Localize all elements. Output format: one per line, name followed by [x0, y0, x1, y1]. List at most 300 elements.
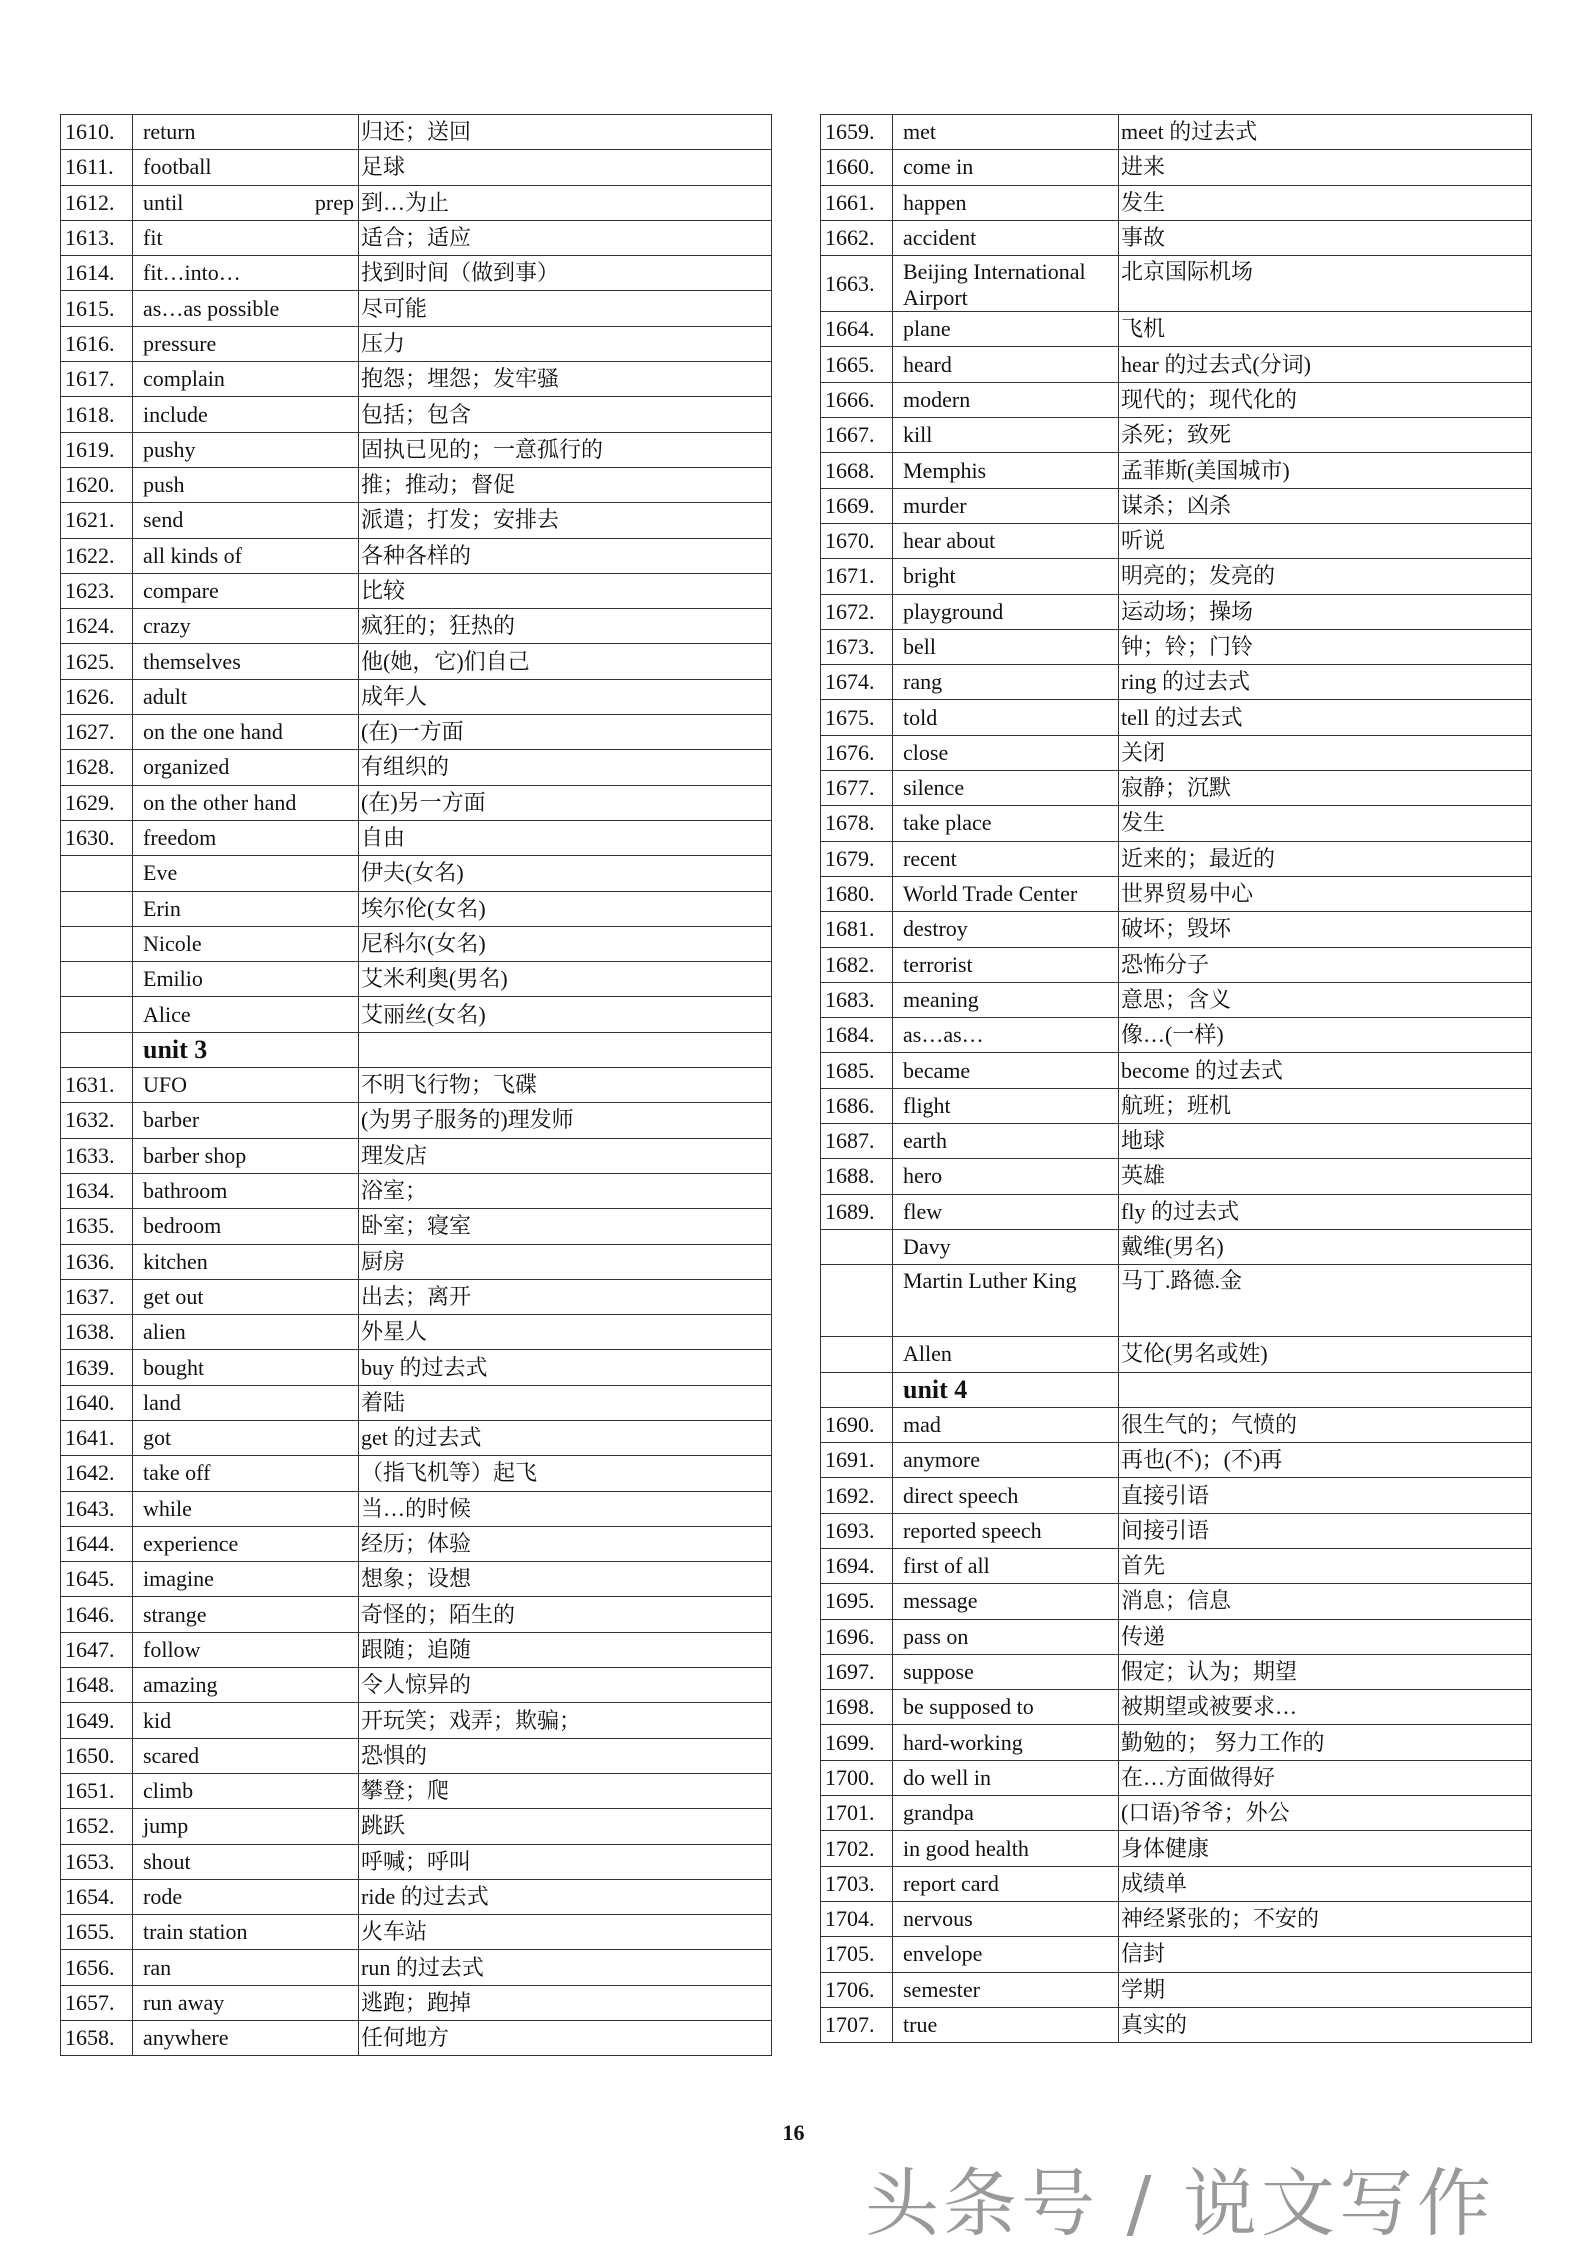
entry-number: 1651. [61, 1773, 133, 1808]
vocab-row [61, 1526, 772, 1561]
entry-number: 1707. [821, 2007, 893, 2042]
vocab-row [61, 256, 772, 291]
chinese-meaning: hear 的过去式(分词) [1119, 347, 1532, 382]
chinese-meaning: 神经紧张的；不安的 [1119, 1901, 1532, 1936]
entry-number [821, 1265, 893, 1337]
english-word: crazy [133, 609, 359, 644]
entry-number [61, 962, 133, 997]
entry-number: 1693. [821, 1513, 893, 1548]
chinese-meaning: 真实的 [1119, 2007, 1532, 2042]
vocab-row [821, 629, 1532, 664]
entry-number: 1644. [61, 1526, 133, 1561]
vocab-row [61, 220, 772, 255]
chinese-meaning: 发生 [1119, 806, 1532, 841]
vocab-row [821, 1937, 1532, 1972]
entry-number [61, 997, 133, 1032]
english-word: bright [893, 559, 1119, 594]
chinese-meaning: 恐怖分子 [1119, 947, 1532, 982]
chinese-meaning: meet 的过去式 [1119, 115, 1532, 150]
chinese-meaning: 事故 [1119, 220, 1532, 255]
chinese-meaning: 抱怨；埋怨；发牢骚 [359, 362, 772, 397]
english-word-cell [133, 185, 359, 220]
vocab-row [61, 856, 772, 891]
english-word: come in [893, 150, 1119, 185]
entry-number: 1681. [821, 912, 893, 947]
vocab-row [821, 256, 1532, 312]
vocab-row [821, 947, 1532, 982]
chinese-meaning: 像…(一样) [1119, 1018, 1532, 1053]
chinese-meaning: 推；推动；督促 [359, 467, 772, 502]
chinese-meaning: tell 的过去式 [1119, 700, 1532, 735]
chinese-meaning: 当…的时候 [359, 1491, 772, 1526]
entry-number: 1678. [821, 806, 893, 841]
vocab-row [821, 1337, 1532, 1372]
english-word: got [133, 1420, 359, 1455]
entry-number: 1665. [821, 347, 893, 382]
entry-number: 1650. [61, 1738, 133, 1773]
chinese-meaning: 呼喊；呼叫 [359, 1844, 772, 1879]
english-word: accident [893, 220, 1119, 255]
entry-number: 1640. [61, 1385, 133, 1420]
chinese-meaning: 世界贸易中心 [1119, 876, 1532, 911]
vocab-table-left [60, 114, 772, 2056]
vocab-row [61, 1668, 772, 1703]
chinese-meaning: 自由 [359, 820, 772, 855]
entry-number [61, 926, 133, 961]
chinese-meaning: (口语)爷爷；外公 [1119, 1796, 1532, 1831]
vocab-row [821, 1407, 1532, 1442]
entry-number: 1659. [821, 115, 893, 150]
vocab-row [61, 1879, 772, 1914]
english-word: include [133, 397, 359, 432]
chinese-meaning: 杀死；致死 [1119, 418, 1532, 453]
chinese-meaning: 卧室；寝室 [359, 1209, 772, 1244]
chinese-meaning: 压力 [359, 326, 772, 361]
unit-heading-row [61, 1032, 772, 1067]
vocab-row [821, 1831, 1532, 1866]
entry-number: 1692. [821, 1478, 893, 1513]
english-word: ran [133, 1950, 359, 1985]
entry-number: 1655. [61, 1915, 133, 1950]
chinese-meaning: 运动场；操场 [1119, 594, 1532, 629]
entry-number: 1696. [821, 1619, 893, 1654]
entry-number: 1683. [821, 982, 893, 1017]
chinese-meaning: 戴维(男名) [1119, 1229, 1532, 1264]
english-word: climb [133, 1773, 359, 1808]
entry-number: 1695. [821, 1584, 893, 1619]
chinese-meaning: 勤勉的； 努力工作的 [1119, 1725, 1532, 1760]
entry-number: 1643. [61, 1491, 133, 1526]
chinese-meaning: 近来的；最近的 [1119, 841, 1532, 876]
english-word: destroy [893, 912, 1119, 947]
entry-number: 1672. [821, 594, 893, 629]
vocab-row [61, 1703, 772, 1738]
english-word: push [133, 467, 359, 502]
entry-number: 1621. [61, 503, 133, 538]
entry-number: 1685. [821, 1053, 893, 1088]
chinese-meaning: 明亮的；发亮的 [1119, 559, 1532, 594]
chinese-meaning: 在…方面做得好 [1119, 1760, 1532, 1795]
vocab-row [821, 523, 1532, 558]
chinese-meaning: 首先 [1119, 1548, 1532, 1583]
vocab-row [61, 503, 772, 538]
entry-number: 1702. [821, 1831, 893, 1866]
vocab-row [61, 1915, 772, 1950]
entry-number: 1652. [61, 1809, 133, 1844]
vocab-row [821, 1478, 1532, 1513]
chinese-meaning: 现代的；现代化的 [1119, 382, 1532, 417]
entry-number: 1706. [821, 1972, 893, 2007]
vocab-row [61, 1350, 772, 1385]
chinese-meaning: 意思；含义 [1119, 982, 1532, 1017]
english-word: take place [893, 806, 1119, 841]
entry-number: 1618. [61, 397, 133, 432]
english-word: World Trade Center [893, 876, 1119, 911]
entry-number: 1671. [821, 559, 893, 594]
english-word: all kinds of [133, 538, 359, 573]
vocab-row [61, 1844, 772, 1879]
vocab-row [61, 362, 772, 397]
english-word: while [133, 1491, 359, 1526]
vocab-row [821, 347, 1532, 382]
chinese-meaning: 尼科尔(女名) [359, 926, 772, 961]
chinese-meaning: 外星人 [359, 1315, 772, 1350]
vocab-row [61, 1068, 772, 1103]
english-word: Allen [893, 1337, 1119, 1372]
chinese-meaning: 直接引语 [1119, 1478, 1532, 1513]
watermark: 头条号 / 说文写作 [865, 2161, 1495, 2247]
entry-number: 1694. [821, 1548, 893, 1583]
entry-number [61, 1032, 133, 1067]
english-word: on the other hand [133, 785, 359, 820]
unit-heading-row [821, 1372, 1532, 1407]
entry-number: 1637. [61, 1279, 133, 1314]
vocab-row [821, 1619, 1532, 1654]
vocab-row [821, 1796, 1532, 1831]
entry-number: 1705. [821, 1937, 893, 1972]
chinese-meaning: 发生 [1119, 185, 1532, 220]
chinese-meaning: 信封 [1119, 1937, 1532, 1972]
entry-number: 1689. [821, 1194, 893, 1229]
entry-number: 1641. [61, 1420, 133, 1455]
vocab-row [61, 1809, 772, 1844]
english-word: bought [133, 1350, 359, 1385]
chinese-meaning: 疯狂的；狂热的 [359, 609, 772, 644]
english-word: on the one hand [133, 715, 359, 750]
entry-number [61, 891, 133, 926]
english-word: playground [893, 594, 1119, 629]
chinese-meaning: 伊夫(女名) [359, 856, 772, 891]
english-word: follow [133, 1632, 359, 1667]
entry-number: 1701. [821, 1796, 893, 1831]
vocab-row [61, 1138, 772, 1173]
entry-number: 1704. [821, 1901, 893, 1936]
english-word: envelope [893, 1937, 1119, 1972]
entry-number: 1691. [821, 1443, 893, 1478]
entry-number: 1633. [61, 1138, 133, 1173]
chinese-meaning: 传递 [1119, 1619, 1532, 1654]
vocab-row [61, 891, 772, 926]
entry-number: 1687. [821, 1124, 893, 1159]
chinese-meaning: ride 的过去式 [359, 1879, 772, 1914]
chinese-meaning: （指飞机等）起飞 [359, 1456, 772, 1491]
entry-number: 1631. [61, 1068, 133, 1103]
vocab-row [821, 1443, 1532, 1478]
english-word: nervous [893, 1901, 1119, 1936]
chinese-meaning: 厨房 [359, 1244, 772, 1279]
english-word: rode [133, 1879, 359, 1914]
entry-number: 1611. [61, 150, 133, 185]
chinese-meaning: 恐惧的 [359, 1738, 772, 1773]
chinese-meaning: 被期望或被要求… [1119, 1690, 1532, 1725]
english-word: grandpa [893, 1796, 1119, 1831]
english-word: report card [893, 1866, 1119, 1901]
vocab-row [821, 1229, 1532, 1264]
entry-number: 1670. [821, 523, 893, 558]
vocab-row [61, 1985, 772, 2020]
vocab-row [821, 1866, 1532, 1901]
vocab-row [821, 185, 1532, 220]
entry-number: 1628. [61, 750, 133, 785]
chinese-meaning: get 的过去式 [359, 1420, 772, 1455]
entry-number: 1634. [61, 1173, 133, 1208]
chinese-meaning: 出去；离开 [359, 1279, 772, 1314]
entry-number: 1656. [61, 1950, 133, 1985]
english-word: experience [133, 1526, 359, 1561]
english-word: rang [893, 665, 1119, 700]
english-word: get out [133, 1279, 359, 1314]
entry-number: 1658. [61, 2021, 133, 2056]
vocab-row [821, 735, 1532, 770]
english-word: first of all [893, 1548, 1119, 1583]
entry-number: 1654. [61, 1879, 133, 1914]
english-word: silence [893, 771, 1119, 806]
vocab-row [61, 820, 772, 855]
vocab-row [61, 397, 772, 432]
entry-number: 1642. [61, 1456, 133, 1491]
entry-number: 1697. [821, 1654, 893, 1689]
english-word: strange [133, 1597, 359, 1632]
english-word: amazing [133, 1668, 359, 1703]
entry-number: 1624. [61, 609, 133, 644]
vocab-row [821, 594, 1532, 629]
english-word: hear about [893, 523, 1119, 558]
entry-number: 1690. [821, 1407, 893, 1442]
entry-number: 1677. [821, 771, 893, 806]
english-word: Nicole [133, 926, 359, 961]
chinese-meaning: 身体健康 [1119, 1831, 1532, 1866]
chinese-meaning: 埃尔伦(女名) [359, 891, 772, 926]
chinese-meaning: 火车站 [359, 1915, 772, 1950]
entry-number: 1666. [821, 382, 893, 417]
chinese-meaning: (在)一方面 [359, 715, 772, 750]
english-word: terrorist [893, 947, 1119, 982]
vocab-row [61, 115, 772, 150]
english-word: murder [893, 488, 1119, 523]
english-word: until [143, 189, 184, 215]
vocab-row [821, 1901, 1532, 1936]
english-word: pass on [893, 1619, 1119, 1654]
vocab-row [61, 573, 772, 608]
chinese-meaning: 假定；认为；期望 [1119, 1654, 1532, 1689]
vocab-row [61, 1420, 772, 1455]
entry-number: 1699. [821, 1725, 893, 1760]
entry-number: 1657. [61, 1985, 133, 2020]
vocab-table-right [820, 114, 1532, 2043]
english-word: complain [133, 362, 359, 397]
english-word: themselves [133, 644, 359, 679]
chinese-meaning: 进来 [1119, 150, 1532, 185]
entry-number: 1625. [61, 644, 133, 679]
english-word: football [133, 150, 359, 185]
entry-number: 1664. [821, 312, 893, 347]
english-word: semester [893, 1972, 1119, 2007]
vocab-row [821, 418, 1532, 453]
english-word: meaning [893, 982, 1119, 1017]
vocab-row [821, 912, 1532, 947]
english-word: hard-working [893, 1725, 1119, 1760]
entry-number: 1649. [61, 1703, 133, 1738]
chinese-meaning: 不明飞行物；飞碟 [359, 1068, 772, 1103]
chinese-meaning: 孟菲斯(美国城市) [1119, 453, 1532, 488]
entry-number: 1675. [821, 700, 893, 735]
chinese-meaning: buy 的过去式 [359, 1350, 772, 1385]
entry-number: 1616. [61, 326, 133, 361]
english-word: send [133, 503, 359, 538]
entry-number: 1648. [61, 1668, 133, 1703]
vocab-row [821, 700, 1532, 735]
chinese-meaning: 谋杀；凶杀 [1119, 488, 1532, 523]
chinese-meaning: run 的过去式 [359, 1950, 772, 1985]
vocab-row [821, 488, 1532, 523]
english-word: kill [893, 418, 1119, 453]
chinese-meaning: 英雄 [1119, 1159, 1532, 1194]
entry-number: 1686. [821, 1088, 893, 1123]
english-word: do well in [893, 1760, 1119, 1795]
chinese-meaning: 听说 [1119, 523, 1532, 558]
chinese-meaning: 攀登；爬 [359, 1773, 772, 1808]
part-of-speech: prep [314, 189, 354, 215]
entry-number: 1620. [61, 467, 133, 502]
entry-number: 1635. [61, 1209, 133, 1244]
chinese-meaning: (在)另一方面 [359, 785, 772, 820]
chinese-meaning: 地球 [1119, 1124, 1532, 1159]
chinese-meaning: 逃跑；跑掉 [359, 1985, 772, 2020]
english-word: in good health [893, 1831, 1119, 1866]
chinese-meaning: 他(她，它)们自己 [359, 644, 772, 679]
vocab-row [821, 806, 1532, 841]
english-word: Beijing International Airport [893, 256, 1119, 312]
english-word: Davy [893, 1229, 1119, 1264]
english-word: hero [893, 1159, 1119, 1194]
chinese-meaning: 钟；铃；门铃 [1119, 629, 1532, 664]
vocab-row [821, 1760, 1532, 1795]
english-word: organized [133, 750, 359, 785]
entry-number: 1668. [821, 453, 893, 488]
chinese-meaning: 很生气的；气愤的 [1119, 1407, 1532, 1442]
chinese-meaning: 艾丽丝(女名) [359, 997, 772, 1032]
vocab-row [821, 1513, 1532, 1548]
entry-number: 1698. [821, 1690, 893, 1725]
chinese-meaning: 消息；信息 [1119, 1584, 1532, 1619]
vocab-row [61, 1562, 772, 1597]
vocab-row [821, 1654, 1532, 1689]
entry-number [821, 1229, 893, 1264]
chinese-meaning: 成绩单 [1119, 1866, 1532, 1901]
english-word: Erin [133, 891, 359, 926]
english-word: message [893, 1584, 1119, 1619]
english-word: UFO [133, 1068, 359, 1103]
chinese-meaning: 派遣；打发；安排去 [359, 503, 772, 538]
english-word: fit [133, 220, 359, 255]
entry-number: 1667. [821, 418, 893, 453]
chinese-meaning: become 的过去式 [1119, 1053, 1532, 1088]
vocab-row [61, 1950, 772, 1985]
chinese-meaning: ring 的过去式 [1119, 665, 1532, 700]
vocab-row [821, 1265, 1532, 1337]
entry-number: 1629. [61, 785, 133, 820]
entry-number: 1676. [821, 735, 893, 770]
entry-number: 1626. [61, 679, 133, 714]
english-word: anywhere [133, 2021, 359, 2056]
vocab-row [61, 644, 772, 679]
vocab-row [821, 150, 1532, 185]
english-word: plane [893, 312, 1119, 347]
chinese-meaning: 北京国际机场 [1119, 256, 1532, 312]
chinese-meaning: 跳跃 [359, 1809, 772, 1844]
english-word: Alice [133, 997, 359, 1032]
chinese-meaning: 马丁.路德.金 [1119, 1265, 1532, 1337]
entry-number: 1630. [61, 820, 133, 855]
english-word: compare [133, 573, 359, 608]
english-word: Martin Luther King [893, 1265, 1119, 1337]
vocab-row [61, 150, 772, 185]
english-word: pushy [133, 432, 359, 467]
vocab-row [61, 609, 772, 644]
english-word: take off [133, 1456, 359, 1491]
entry-number [821, 1372, 893, 1407]
english-word: imagine [133, 1562, 359, 1597]
entry-number: 1638. [61, 1315, 133, 1350]
chinese-meaning: 航班；班机 [1119, 1088, 1532, 1123]
entry-number: 1662. [821, 220, 893, 255]
vocab-row [61, 1597, 772, 1632]
english-word: shout [133, 1844, 359, 1879]
chinese-meaning: 找到时间（做到事） [359, 256, 772, 291]
chinese-meaning: 理发店 [359, 1138, 772, 1173]
entry-number: 1669. [821, 488, 893, 523]
vocab-row [821, 220, 1532, 255]
vocab-row [61, 926, 772, 961]
chinese-meaning: 破坏；毁坏 [1119, 912, 1532, 947]
english-word: be supposed to [893, 1690, 1119, 1725]
english-word: flight [893, 1088, 1119, 1123]
english-word: train station [133, 1915, 359, 1950]
entry-number: 1653. [61, 1844, 133, 1879]
chinese-meaning: 固执已见的；一意孤行的 [359, 432, 772, 467]
entry-number: 1660. [821, 150, 893, 185]
chinese-meaning: 到…为止 [359, 185, 772, 220]
entry-number: 1632. [61, 1103, 133, 1138]
entry-number: 1622. [61, 538, 133, 573]
chinese-meaning: 想象；设想 [359, 1562, 772, 1597]
english-word: modern [893, 382, 1119, 417]
english-word: mad [893, 1407, 1119, 1442]
english-word: bedroom [133, 1209, 359, 1244]
chinese-meaning: 飞机 [1119, 312, 1532, 347]
vocab-row [61, 750, 772, 785]
vocab-row [821, 665, 1532, 700]
